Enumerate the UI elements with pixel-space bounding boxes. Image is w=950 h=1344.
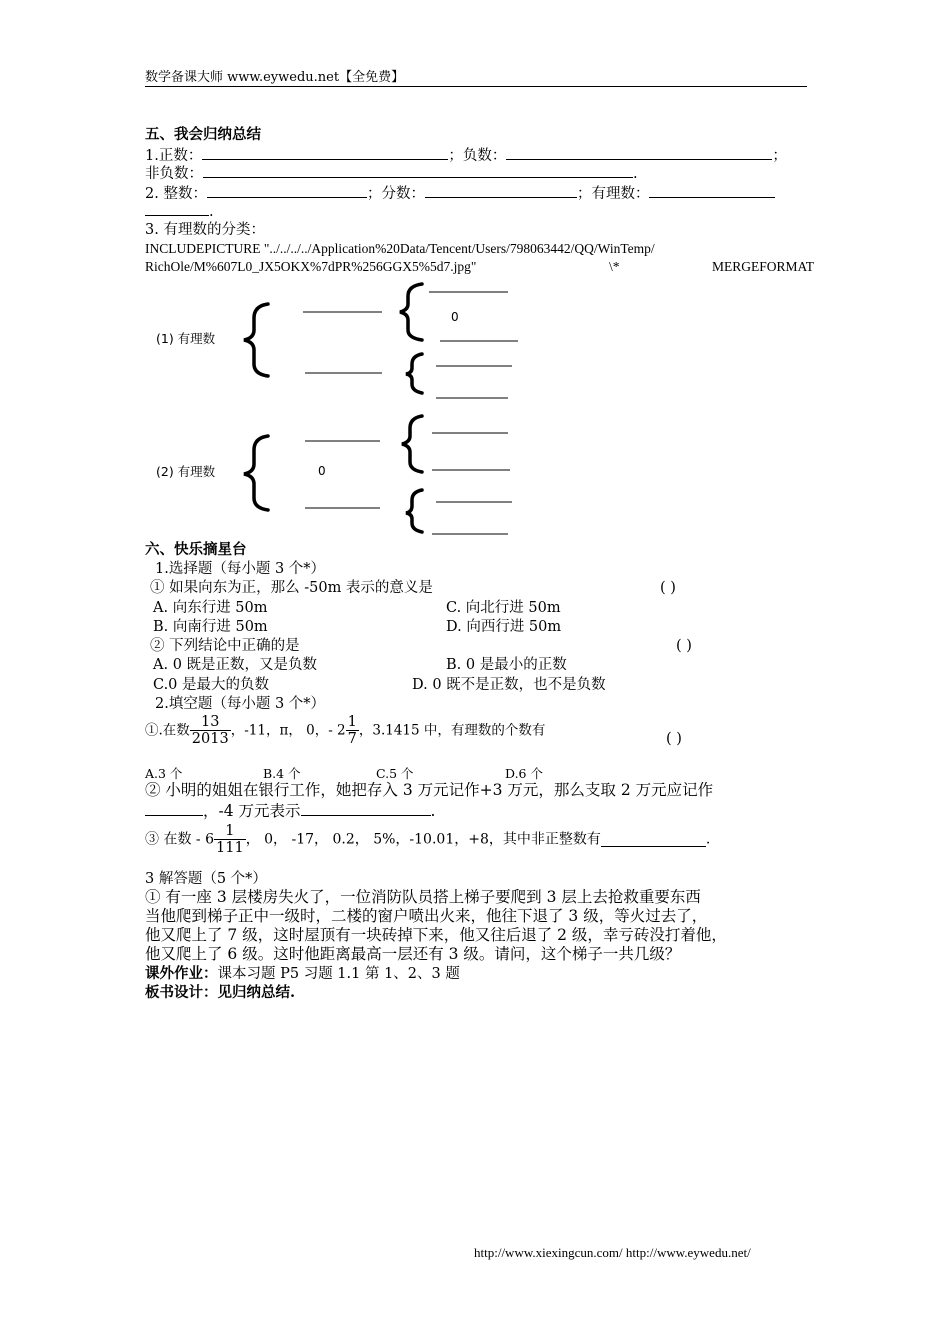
brace-2-main — [244, 436, 268, 510]
q3-line-3: 他又爬上了 7 级，这时屋顶有一块砖掉下来，他又往后退了 2 级，幸亏砖没打着他， — [145, 926, 727, 944]
q1-2-option-d: D. 0 既不是正数，也不是负数 — [412, 677, 606, 693]
includepicture-line-2c: MERGEFORMAT — [712, 259, 815, 274]
summary-line-2: 非负数： . — [145, 163, 638, 183]
q1-1-stem: ① 如果向东为正，那么 -50m 表示的意义是 — [150, 580, 433, 596]
fraction-1-over-7: $\frac{1}{7}$ — [347, 714, 357, 747]
q3-line-2: 当他爬到梯子正中一级时，二楼的窗户喷出火来，他往下退了 3 级，等火过去了， — [145, 907, 708, 925]
q1-2-option-c: C.0 是最大的负数 — [153, 677, 270, 693]
fill-heading: 2.填空题（每小题 3 个*） — [155, 696, 326, 712]
choice-heading: 1.选择题（每小题 3 个*） — [155, 561, 326, 577]
integer-blank[interactable] — [207, 183, 367, 198]
q3-line-1: ① 有一座 3 层楼房失火了，一位消防队员搭上梯子要爬到 3 层上去抢救重要东西 — [145, 888, 701, 906]
brace-1-upper — [400, 284, 422, 340]
page-header: 数学备课大师 www.eywedu.net【全免费】 — [145, 70, 405, 85]
fraction-1-over-111: $\frac{1}{111}$ — [216, 823, 244, 856]
classification-heading: 3. 有理数的分类： — [145, 222, 265, 238]
includepicture-line-1: INCLUDEPICTURE "../../../../Application%20Data/Tencent/Users/798063442/QQ/WinTemp/ — [145, 241, 655, 256]
q1-1-answer-paren[interactable]: ( ) — [660, 580, 676, 596]
nonnegative-blank[interactable] — [203, 163, 633, 178]
q1-1-option-c: C. 向北行进 50m — [446, 600, 561, 616]
diagram-label-2: (2) 有理数 — [156, 464, 216, 479]
includepicture-line-2a: RichOle/M%607L0_JX5OKX%7dPR%256GGX5%5d7.jpg" — [145, 259, 477, 274]
solve-heading: 3 解答题（5 个*） — [145, 871, 267, 887]
summary-line-1: 1.正数： ；负数： ； — [145, 145, 787, 165]
q2-2-line-1: ② 小明的姐姐在银行工作，她把存入 3 万元记作+3 万元，那么支取 2 万元应记作 — [145, 781, 714, 799]
q2-1-option-b: B.4 个 — [263, 766, 301, 781]
summary-line-3 — [145, 183, 775, 203]
positive-blank[interactable] — [202, 145, 448, 160]
q2-1-option-d: D.6 个 — [505, 766, 543, 781]
nonnegative-label: 非负数： — [145, 166, 203, 182]
brace-1-lower — [406, 354, 422, 393]
negative-label: ；负数： — [448, 148, 507, 164]
includepicture-line-2b: \* — [609, 259, 620, 274]
homework-line: 课外作业：课本习题 P5 习题 1.1 第 1、2、3 题 — [145, 965, 460, 982]
q1-2-option-a: A. 0 既是正数，又是负数 — [153, 657, 318, 673]
q2-1-answer-paren[interactable]: ( ) — [666, 731, 682, 747]
fraction-13-over-2013: $\frac{13}{2013}$ — [191, 714, 229, 747]
q2-2-line-2: ，-4 万元表示 . — [145, 801, 435, 821]
q1-1-option-a: A. 向东行进 50m — [153, 600, 268, 616]
q2-3-blank[interactable] — [601, 832, 706, 847]
rational-blank[interactable] — [649, 183, 775, 198]
q1-1-option-d: D. 向西行进 50m — [446, 619, 562, 635]
page-footer: http://www.xiexingcun.com/ http://www.eywedu.net/ — [474, 1245, 751, 1260]
q1-2-stem: ② 下列结论中正确的是 — [150, 638, 300, 654]
q2-2-blank-2[interactable] — [301, 801, 431, 816]
board-design-line: 板书设计：见归纳总结. — [145, 984, 296, 1001]
brace-1-main — [244, 304, 268, 376]
diagram-zero-1: 0 — [451, 310, 459, 324]
q2-1-stem: ①.在数 $\frac{13}{2013}$ ，-11，π， 0，- 2 $\frac{1}{7}$ ，3.1415 中，有理数的个数有 — [145, 714, 546, 747]
diagram-label-1: (1) 有理数 — [156, 331, 216, 346]
section5-title: 五、我会归纳总结 — [145, 126, 261, 143]
brace-2-lower — [406, 490, 422, 532]
q1-1-option-b: B. 向南行进 50m — [153, 619, 268, 635]
diagram-zero-2: 0 — [318, 464, 326, 478]
q2-1-option-a: A.3 个 — [145, 766, 183, 781]
header-rule — [145, 86, 807, 87]
q2-3-stem: ③ 在数 - 6 $\frac{1}{111}$ ， 0， -17， 0.2， 5%，-10.01，+8，其中非正整数有 . — [145, 823, 711, 856]
q2-1-option-c: C.5 个 — [376, 766, 414, 781]
integer-label: 2. 整数： — [145, 186, 207, 202]
rational-blank-cont[interactable] — [145, 201, 209, 216]
brace-2-upper — [402, 416, 422, 472]
q3-line-4: 他又爬上了 6 级。这时他距离最高一层还有 3 级。请问，这个梯子一共几级？ — [145, 945, 681, 963]
q1-2-answer-paren[interactable]: ( ) — [676, 638, 692, 654]
q2-2-blank-1[interactable] — [145, 801, 203, 816]
fraction-blank[interactable] — [425, 183, 577, 198]
fraction-label: ；分数： — [366, 186, 425, 202]
section6-title: 六、快乐摘星台 — [145, 541, 247, 558]
rational-label: ；有理数： — [576, 186, 650, 202]
negative-blank[interactable] — [506, 145, 772, 160]
q1-2-option-b: B. 0 是最小的正数 — [446, 657, 567, 673]
classification-diagram — [140, 278, 540, 540]
positive-label: 1.正数： — [145, 148, 203, 164]
